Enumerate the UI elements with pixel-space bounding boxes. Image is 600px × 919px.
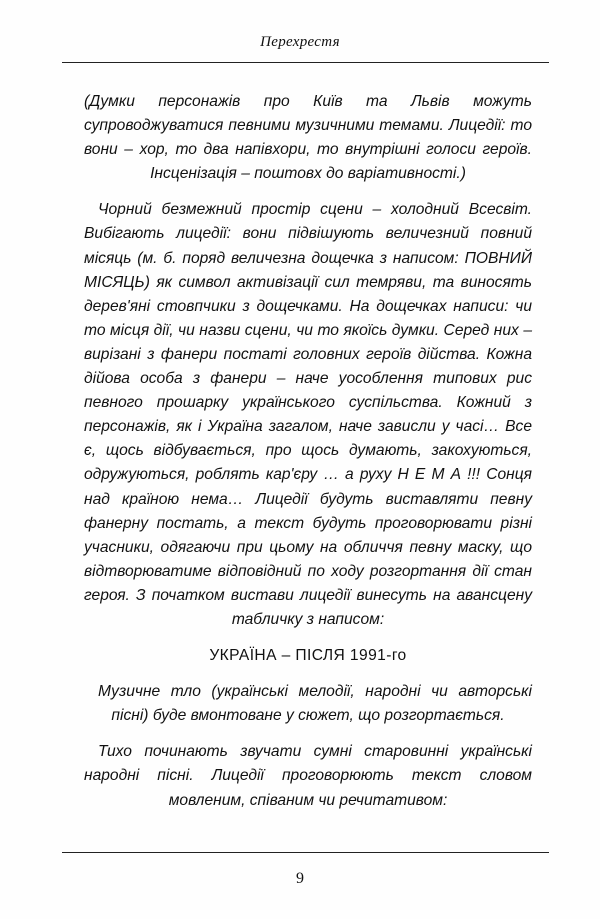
running-head: Перехрестя xyxy=(260,34,340,50)
sign-text-heading: УКРАЇНА – ПІСЛЯ 1991-го xyxy=(209,647,407,665)
music-paragraph: Музичне тло (українські мелодії, народні чи авторські пісні) буде вмонтоване у сюжет, що розгортається. xyxy=(98,683,532,725)
footer-rule xyxy=(62,852,549,853)
scene-description-paragraph: Чорний безмежний простір сцени – холодний Всесвіт. Вибігають лицедії: вони підвішують величезний повний місяць (м. б. поряд величезна дощечка з написом: ПОВНИЙ МІСЯЦЬ) як символ активізації сил темряви, та виносять дерев'яні стовпчики з дощечками. На дощечках написи: чи то місця дії, чи назви сцени, чи то якоїсь думки. Серед них – вирізані з фанери постаті головних героїв дійства. Кожна дійова особа з фанери – наче уособлення типових рис певного прошарку українського суспільства. Кожний з персонажів, як і Україна загалом, наче зависли у часі… Все є, щось відбувається, про щось думають, закохуються, одружуються, роблять кар'єру … а руху Н Е М А !!! Сонця над країною нема… Лицедії будуть виставляти певну фанерну постать, а текст будуть проговорювати різні учасники, одягаючи при цьому на обличчя певну маску, що відтворюватиме відповідний по ходу розгортання дії стан героя. З початком вистави лицедії винесуть на авансцену табличку з написом: xyxy=(84,201,532,628)
stage-direction-paragraph: (Думки персонажів про Київ та Львів можуть супроводжуватися певними музичними темами. Лицедії: то вони – хор, то два напівхори, то внутрішні голоси героїв. Інсценізація – поштовх до варіативності.) xyxy=(84,93,532,183)
header-rule xyxy=(62,62,549,63)
page-body xyxy=(84,90,532,825)
page-number: 9 xyxy=(296,870,304,887)
songs-paragraph: Тихо починають звучати сумні старовинні українські народні пісні. Лицедії проговорюють текст словом мовленим, співаним чи речитативом: xyxy=(84,743,532,809)
